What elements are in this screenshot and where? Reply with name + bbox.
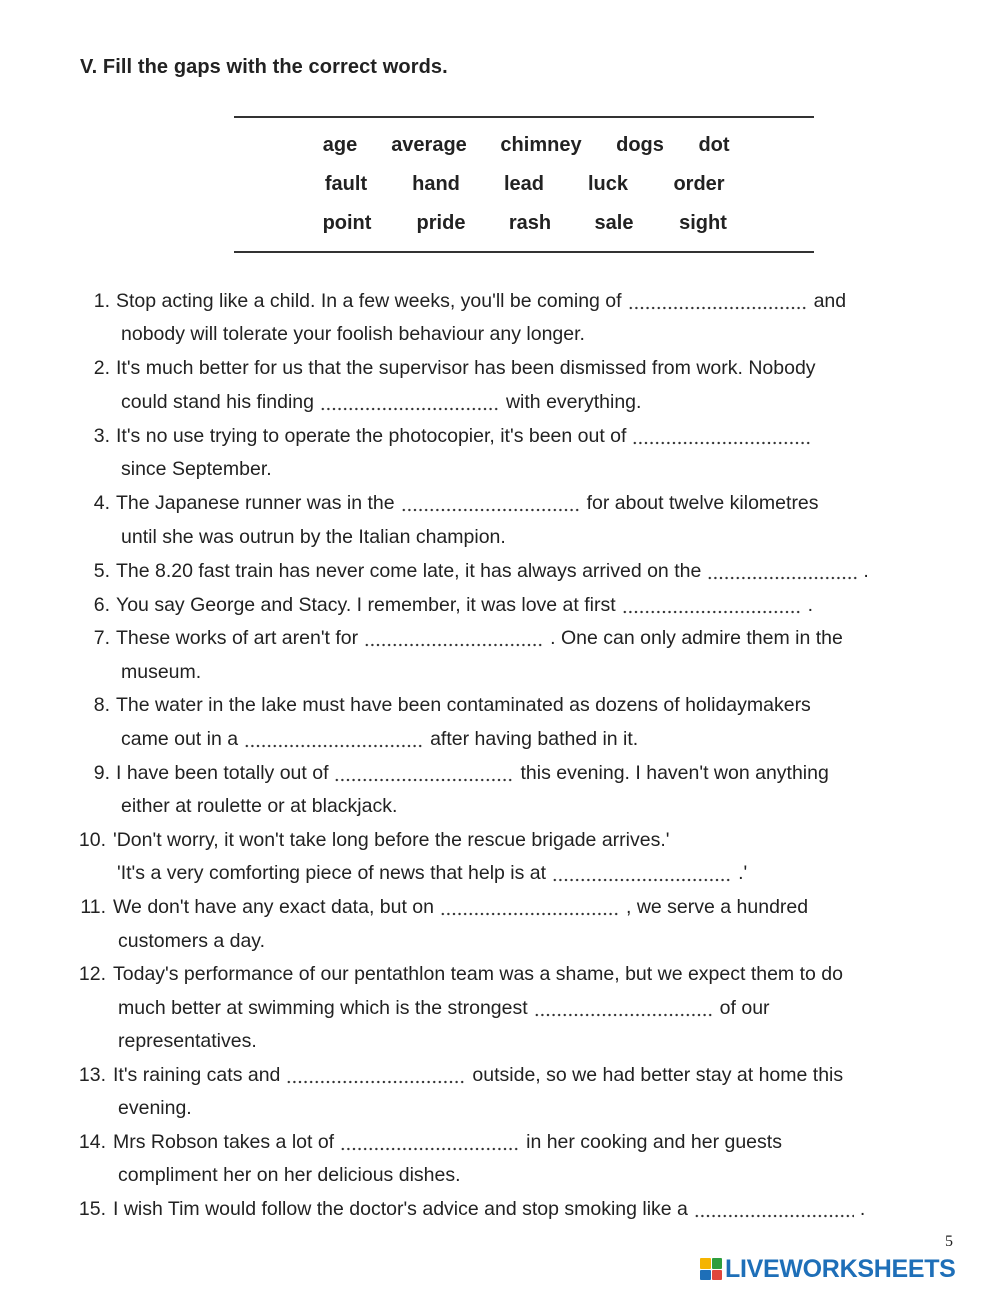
word-bank-item: chimney: [500, 134, 582, 156]
answer-gap[interactable]: [244, 726, 424, 752]
question-text: nobody will tolerate your foolish behaviour any longer.: [121, 323, 585, 345]
exercise-heading: V. Fill the gaps with the correct words.: [80, 56, 448, 78]
question-text: I have been totally out of: [116, 762, 329, 784]
question-text: .': [738, 862, 748, 884]
question-text: until she was outrun by the Italian champion.: [121, 526, 506, 548]
question-text: You say George and Stacy. I remember, it was love at first: [116, 594, 616, 616]
answer-gap[interactable]: [286, 1062, 466, 1088]
question-text: .: [807, 594, 814, 616]
question-text: I wish Tim would follow the doctor's advice and stop smoking like a: [113, 1198, 688, 1220]
question-text: with everything.: [505, 391, 642, 413]
question-text: either at roulette or at blackjack.: [121, 795, 398, 817]
question-number: 1.: [93, 290, 110, 312]
question-number: 4.: [93, 492, 110, 514]
question-text: Today's performance of our pentathlon team was a shame, but we expect them to do: [113, 963, 843, 985]
answer-gap[interactable]: [364, 625, 544, 651]
answer-gap[interactable]: [401, 490, 581, 516]
question-number: 5.: [93, 560, 110, 582]
answer-gap[interactable]: [632, 423, 812, 449]
answer-gap[interactable]: [340, 1129, 520, 1155]
question-number: 2.: [93, 357, 110, 379]
word-bank-item: age: [322, 134, 358, 156]
question-text: could stand his finding: [121, 391, 314, 413]
question-text: outside, so we had better stay at home this: [472, 1064, 844, 1086]
question-text: These works of art aren't for: [116, 627, 359, 649]
question-text: Stop acting like a child. In a few weeks, you'll be coming of: [116, 290, 622, 312]
question-number: 11.: [80, 896, 106, 918]
question-text: this evening. I haven't won anything: [520, 762, 829, 784]
question-text: museum.: [121, 661, 202, 683]
question-number: 12.: [78, 963, 106, 985]
question-text: The Japanese runner was in the: [116, 492, 395, 514]
question-text: after having bathed in it.: [430, 728, 639, 750]
question-text: It's no use trying to operate the photocopier, it's been out of: [116, 425, 627, 447]
question-text: for about twelve kilometres: [586, 492, 819, 514]
question-number: 14.: [78, 1131, 106, 1153]
answer-gap[interactable]: [334, 760, 514, 786]
question-text: since September.: [121, 458, 272, 480]
question-text: customers a day.: [118, 930, 266, 952]
answer-gap[interactable]: [628, 288, 808, 314]
question-text: It's much better for us that the supervisor has been dismissed from work. Nobody: [116, 357, 816, 379]
question-text: . One can only admire them in the: [550, 627, 843, 649]
answer-gap[interactable]: [694, 1196, 854, 1222]
word-bank-item: fault: [324, 173, 368, 195]
word-bank: [234, 116, 814, 253]
word-bank-item: point: [322, 212, 372, 234]
question-number: 10.: [78, 829, 106, 851]
question-text: The 8.20 fast train has never come late, it has always arrived on the: [116, 560, 702, 582]
word-bank-row: [234, 173, 814, 197]
word-bank-item: pride: [416, 212, 466, 234]
question-text: and: [813, 290, 847, 312]
question-number: 13.: [78, 1064, 106, 1086]
brand-name: LIVEWORKSHEETS: [725, 1254, 956, 1283]
answer-gap[interactable]: [320, 389, 500, 415]
word-bank-item: dot: [698, 134, 730, 156]
answer-gap[interactable]: [622, 592, 802, 618]
word-bank-item: lead: [503, 173, 545, 195]
word-bank-item: dogs: [616, 134, 664, 156]
liveworksheets-logo[interactable]: [700, 1256, 956, 1282]
question-number: 9.: [93, 762, 110, 784]
question-text: The water in the lake must have been contaminated as dozens of holidaymakers: [116, 694, 811, 716]
word-bank-item: order: [673, 173, 725, 195]
word-bank-row: [234, 212, 814, 236]
word-bank-item: hand: [412, 173, 460, 195]
question-text: .: [859, 1198, 866, 1220]
question-text: evening.: [118, 1097, 192, 1119]
word-bank-item: sale: [594, 212, 634, 234]
question-text: came out in a: [121, 728, 239, 750]
question-text: .: [863, 560, 869, 582]
answer-gap[interactable]: [440, 894, 620, 920]
word-bank-item: luck: [587, 173, 629, 195]
question-text: 'It's a very comforting piece of news that help is at: [117, 862, 547, 884]
answer-gap[interactable]: [707, 558, 857, 584]
question-number: 8.: [93, 694, 110, 716]
word-bank-item: rash: [508, 212, 552, 234]
question-text: It's raining cats and: [113, 1064, 281, 1086]
question-text: , we serve a hundred: [626, 896, 809, 918]
question-text: We don't have any exact data, but on: [113, 896, 434, 918]
question-number: 15.: [78, 1198, 106, 1220]
question-number: 3.: [93, 425, 110, 447]
question-text: in her cooking and her guests: [526, 1131, 782, 1153]
question-text: compliment her on her delicious dishes.: [118, 1164, 461, 1186]
word-bank-row: [234, 134, 814, 158]
word-bank-item: average: [391, 134, 467, 156]
answer-gap[interactable]: [552, 860, 732, 886]
question-text: 'Don't worry, it won't take long before the rescue brigade arrives.': [113, 829, 670, 851]
question-number: 6.: [93, 594, 110, 616]
page-number: 5: [945, 1233, 953, 1250]
question-text: much better at swimming which is the strongest: [118, 997, 528, 1019]
answer-gap[interactable]: [534, 995, 714, 1021]
question-text: representatives.: [118, 1030, 257, 1052]
question-text: of our: [719, 997, 770, 1019]
liveworksheets-icon: [700, 1258, 722, 1280]
question-text: Mrs Robson takes a lot of: [113, 1131, 335, 1153]
question-number: 7.: [93, 627, 110, 649]
word-bank-item: sight: [679, 212, 727, 234]
